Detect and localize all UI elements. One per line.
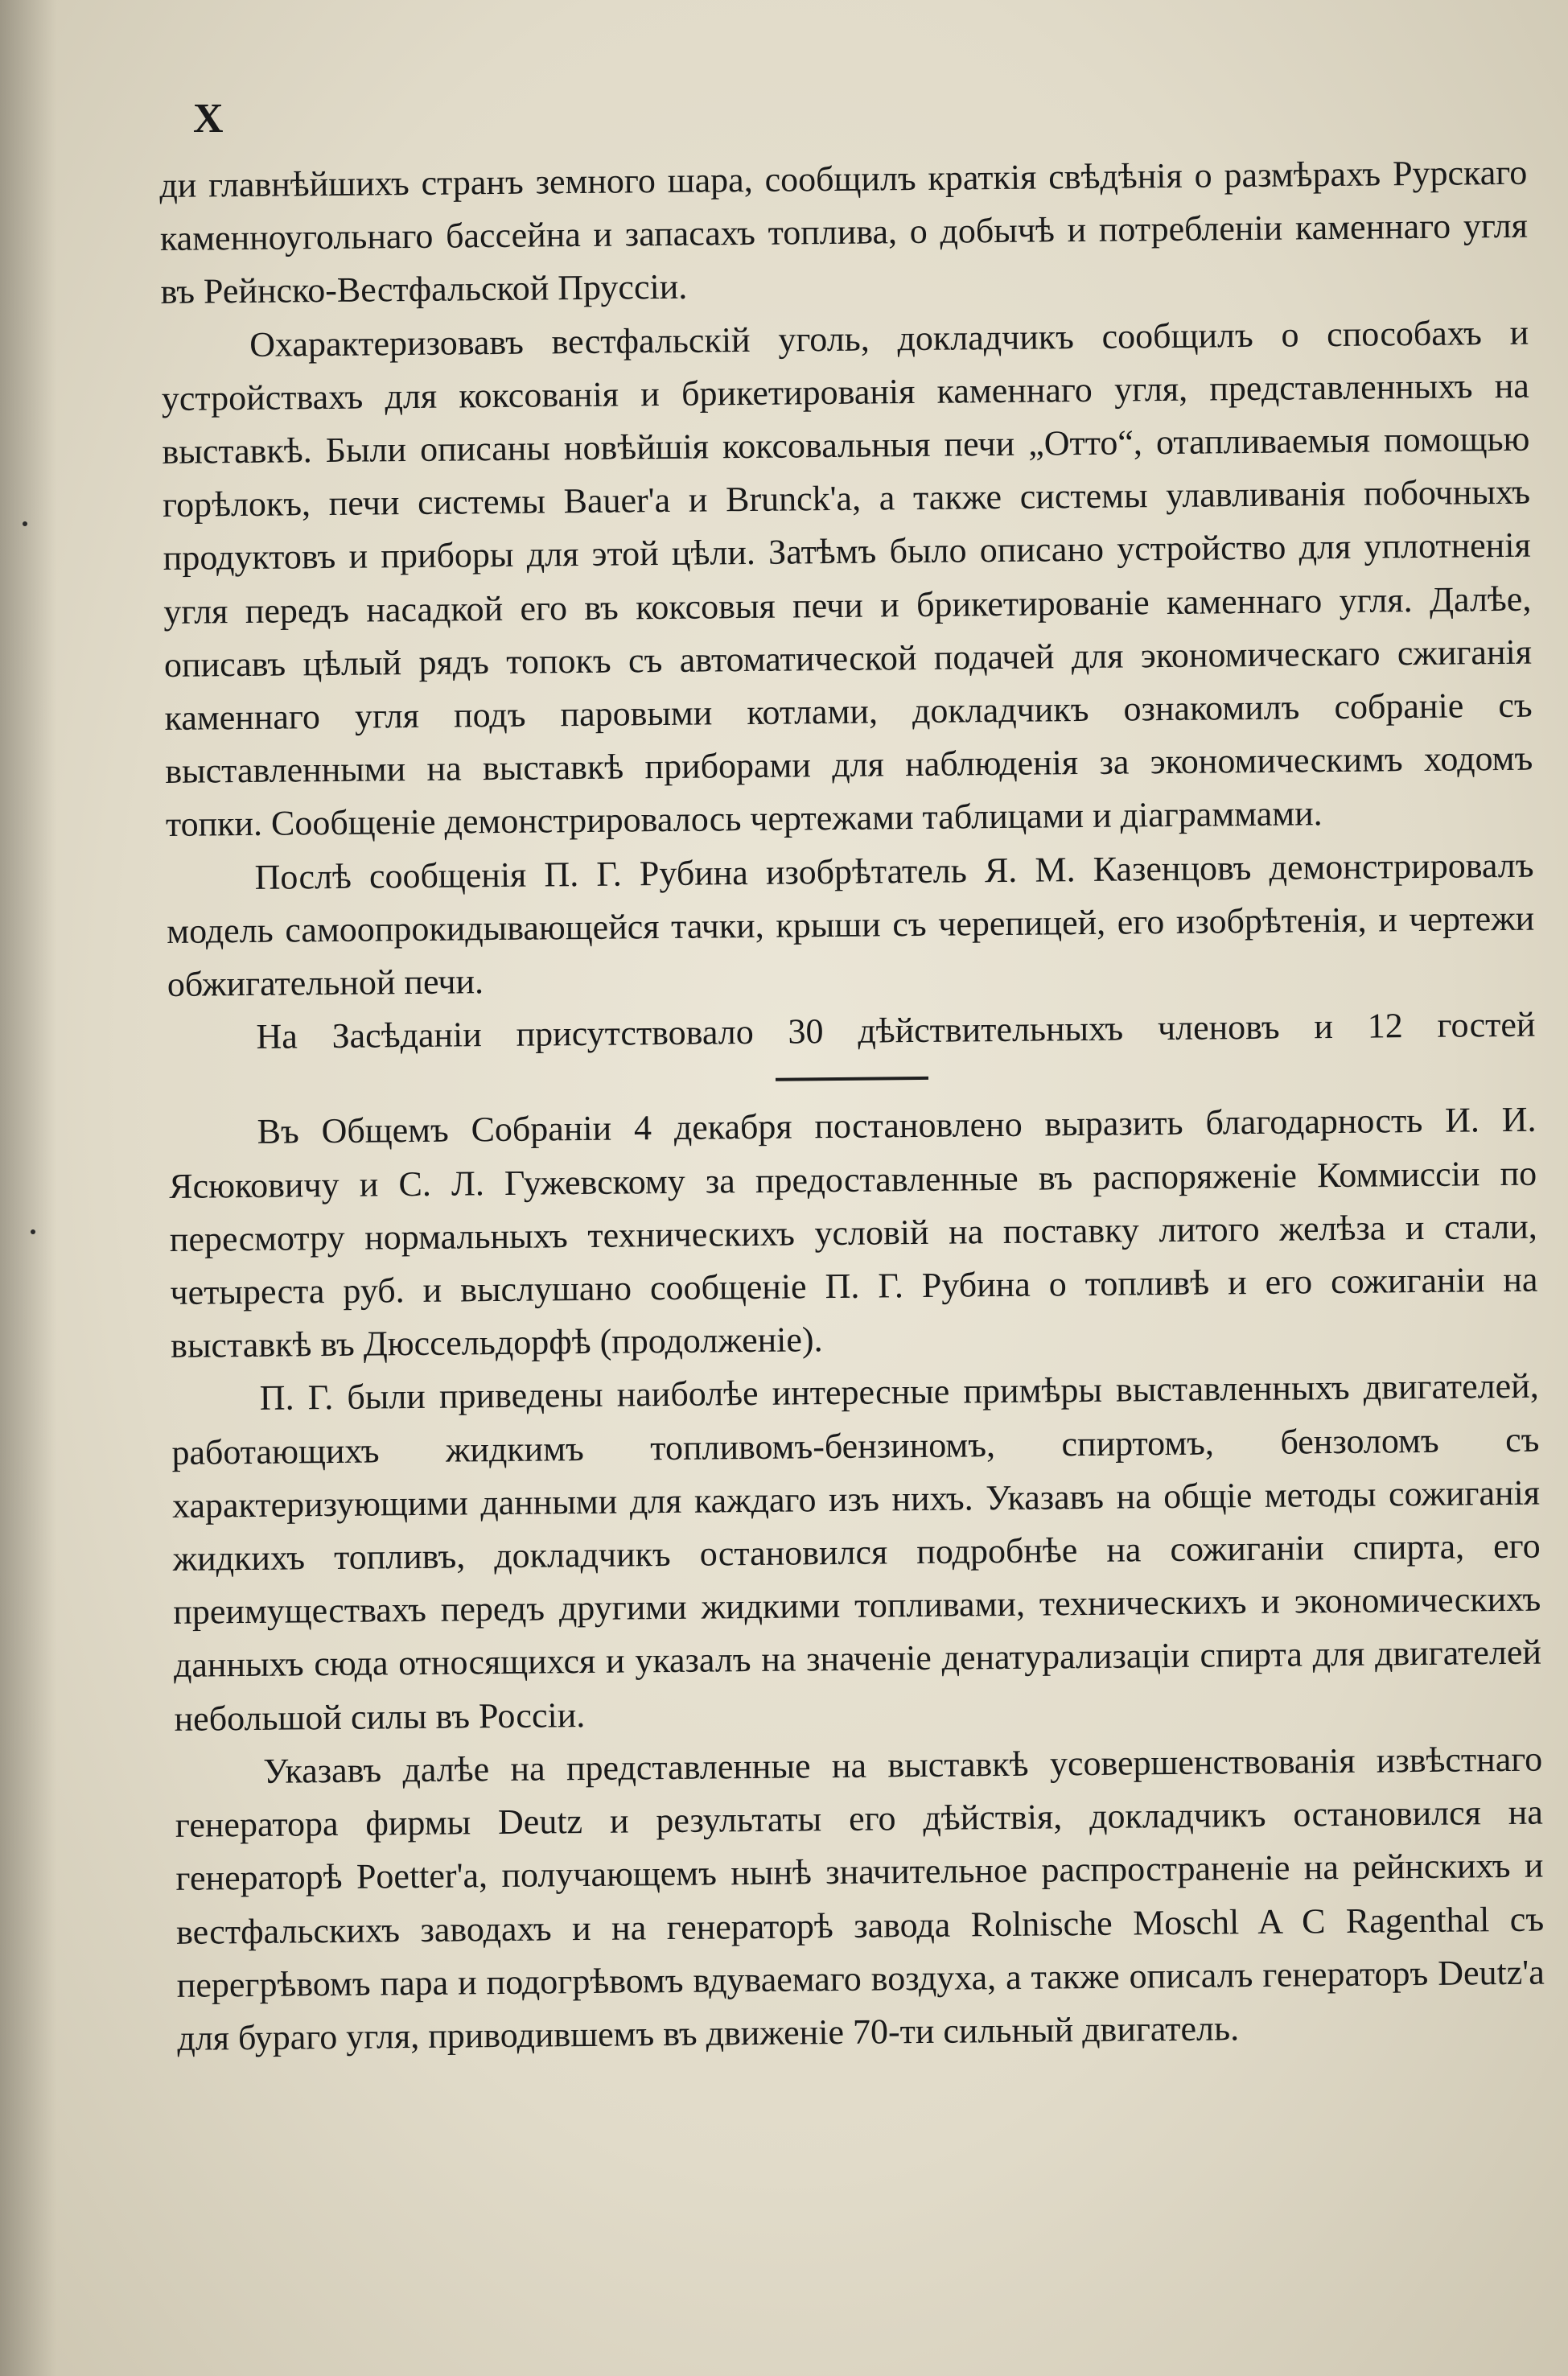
- page-number: X: [193, 96, 225, 142]
- paragraph-liquid-fuel-engines: П. Г. были приведены наиболѣе интересные примѣры выставленныхъ двигателей, работающихъ жидкимъ топливомъ-бензиномъ, спиртомъ, бензоломъ съ характеризующими данными для каждаго изъ нихъ. Указавъ на общіе методы сожиганія жидкихъ топливъ, докладчикъ остановился подробнѣе на сожиганіи спирта, его преимуществахъ передъ другими жидкими топливами, техническихъ и экономическихъ данныхъ сюда относящихся и указалъ на значеніе денатурализаціи спирта для двигателей небольшой силы въ Россіи.: [171, 1366, 1542, 1739]
- paragraph-continuation: ди главнѣйшихъ странъ земного шара, сообщилъ краткія свѣдѣнія о размѣрахъ Рурскаго каменноугольнаго бассейна и запасахъ топлива, о добычѣ и потребленіи каменнаго угля въ Рейнско-Вестфальской Пруссіи.: [159, 152, 1529, 312]
- paragraph-generators: Указавъ далѣе на представленные на выставкѣ усовершенствованія извѣстнаго генератора фирмы Deutz и результаты его дѣйствія, докладчикъ остановился на генераторѣ Poetter'а, получающемъ нынѣ значительное распространеніе на рейнскихъ и вестфальскихъ заводахъ и на генераторѣ завода Rolnische Moschl A C Ragenthal съ перегрѣвомъ пара и подогрѣвомъ вдуваемаго воздуха, а также описалъ генераторъ Deutz'а для бураго угля, приводившемъ въ движеніе 70-ти сильный двигатель.: [175, 1739, 1545, 2058]
- paragraph-kazentsov-demo: Послѣ сообщенія П. Г. Рубина изобрѣтатель Я. М. Казенцовъ демонстрировалъ модель самоопрокидывающейся тачки, крыши съ черепицей, его изобрѣтенія, и чертежи обжигательной печи.: [166, 845, 1535, 1004]
- paragraph-general-meeting: Въ Общемъ Собраніи 4 декабря постановлено выразить благодарность И. И. Ясюковичу и С. Л. Гужевскому за предоставленные въ распоряженіе Коммиссіи по пересмотру нормальныхъ техническихъ условій на поставку литого желѣза и стали, четыреста руб. и выслушано сообщеніе П. Г. Рубина о топливѣ и его сожиганіи на выставкѣ въ Дюссельдорфѣ (продолженіе).: [169, 1100, 1538, 1366]
- paragraph-attendance: На Засѣданіи присутствовало 30 дѣйствительныхъ членовъ и 12 гостей: [256, 1004, 1536, 1057]
- page-spine-shadow: [0, 0, 56, 2376]
- print-speck: [31, 1229, 35, 1234]
- paragraph-westphalian-coal: Охарактеризовавъ вестфальскій уголь, докладчикъ сообщилъ о способахъ и устройствахъ для коксованія и брикетированія каменнаго угля, представленныхъ на выставкѣ. Были описаны новѣйшія коксовальныя печи „Отто“, отапливаемыя помощью горѣлокъ, печи системы Bauer'а и Brunck'а, а также системы улавливанія побочныхъ продуктовъ и приборы для этой цѣли. Затѣмъ было описано устройство для уплотненія угля передъ насадкой его въ коксовыя печи и брикетированіе каменнаго угля. Далѣе, описавъ цѣлый рядъ топокъ съ автоматической подачей для экономическаго сжиганія каменнаго угля подъ паровыми котлами, докладчикъ ознакомилъ собраніе съ выставленными на выставкѣ приборами для наблюденія за экономическимъ ходомъ топки. Сообщеніе демонстрировалось чертежами таблицами и діаграммами.: [161, 312, 1533, 845]
- section-divider: [776, 1077, 928, 1081]
- page-body: [159, 146, 1545, 2065]
- print-speck: [23, 521, 27, 526]
